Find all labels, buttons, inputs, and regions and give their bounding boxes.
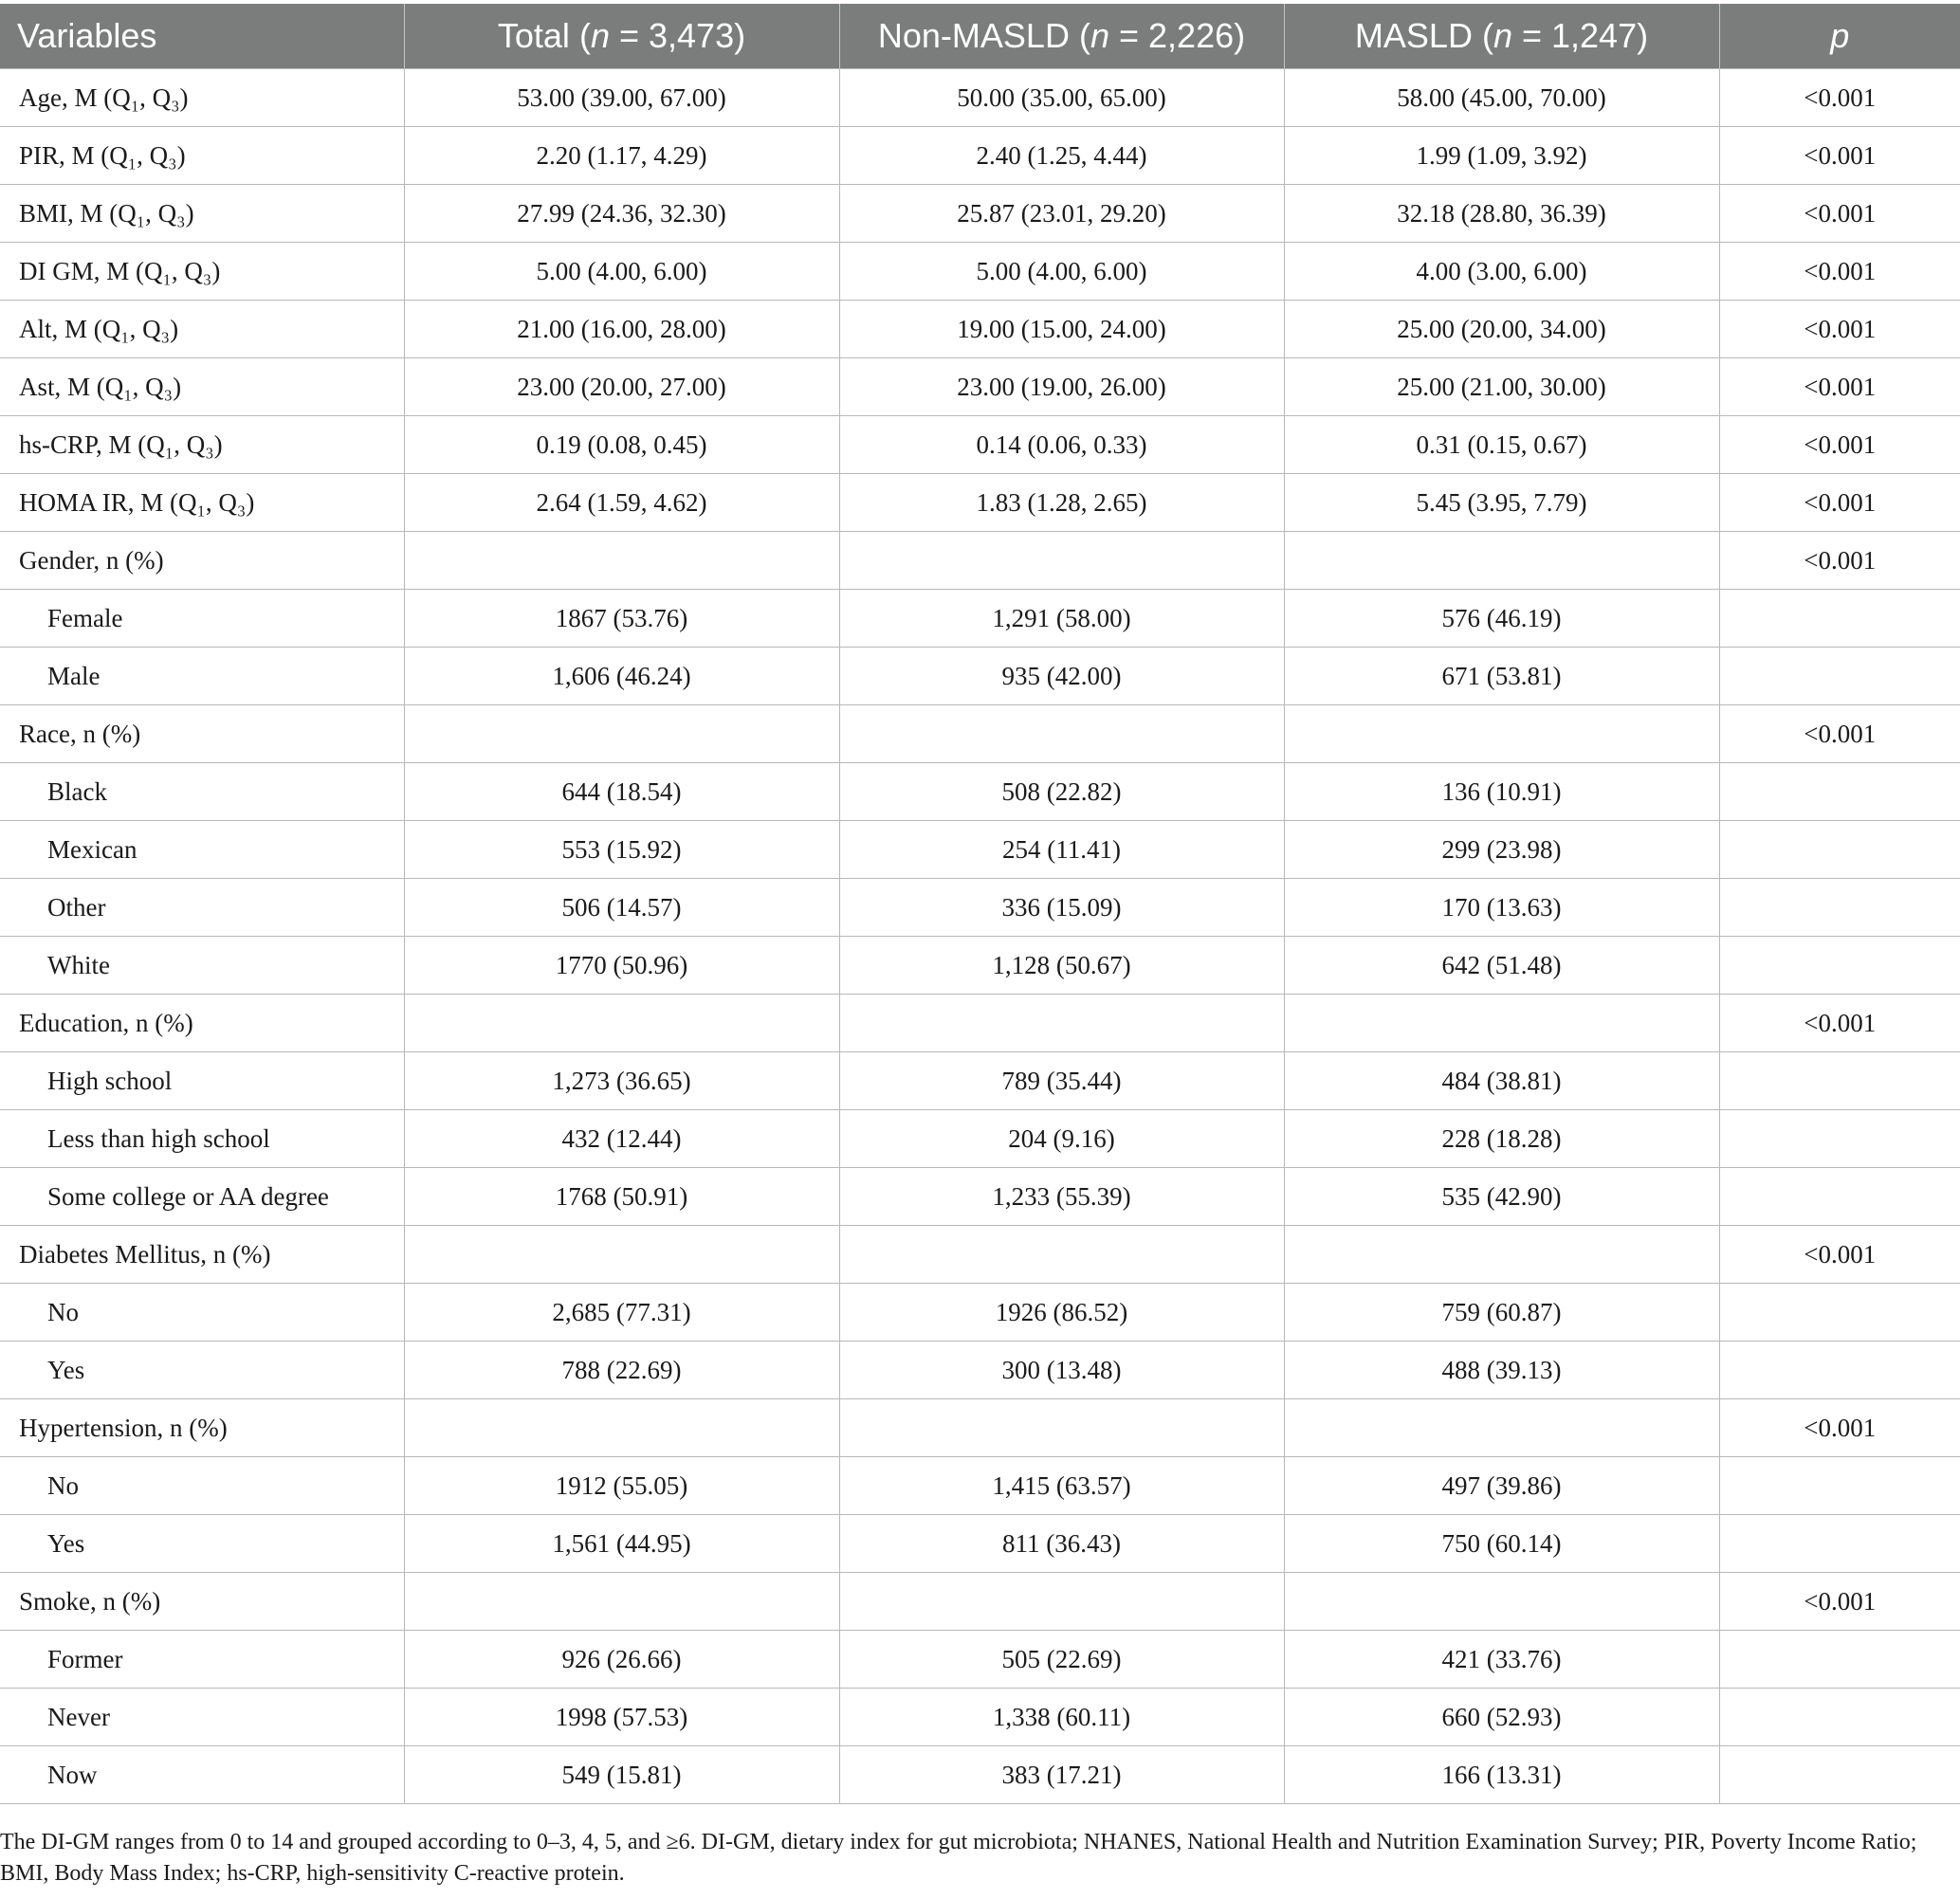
cell-non-masld: 935 (42.00)	[839, 648, 1284, 705]
cell-p: <0.001	[1719, 243, 1960, 301]
cell-non-masld: 789 (35.44)	[839, 1052, 1284, 1110]
cell-p: <0.001	[1719, 69, 1960, 127]
row-label: White	[0, 937, 404, 995]
cell-masld: 488 (39.13)	[1284, 1342, 1719, 1399]
cell-masld: 228 (18.28)	[1284, 1110, 1719, 1168]
cell-total: 27.99 (24.36, 32.30)	[404, 185, 839, 243]
row-label: Diabetes Mellitus, n (%)	[0, 1226, 404, 1284]
row-label: No	[0, 1457, 404, 1515]
cell-non-masld: 25.87 (23.01, 29.20)	[839, 185, 1284, 243]
cell-masld: 170 (13.63)	[1284, 879, 1719, 937]
table-row	[0, 1110, 1960, 1168]
cell-non-masld: 2.40 (1.25, 4.44)	[839, 127, 1284, 185]
cell-total: 2.20 (1.17, 4.29)	[404, 127, 839, 185]
table-row	[0, 243, 1960, 301]
cell-masld: 166 (13.31)	[1284, 1746, 1719, 1804]
row-label: BMI, M (Q₁, Q₃)	[0, 185, 404, 243]
cell-p: <0.001	[1719, 705, 1960, 763]
row-label: Alt, M (Q₁, Q₃)	[0, 301, 404, 358]
cell-non-masld: 505 (22.69)	[839, 1631, 1284, 1689]
cell-non-masld: 1,338 (60.11)	[839, 1689, 1284, 1746]
table-row	[0, 416, 1960, 474]
table-row	[0, 1168, 1960, 1226]
cell-non-masld: 811 (36.43)	[839, 1515, 1284, 1573]
table-row	[0, 705, 1960, 763]
row-label: Race, n (%)	[0, 705, 404, 763]
cell-non-masld: 19.00 (15.00, 24.00)	[839, 301, 1284, 358]
cell-masld: 136 (10.91)	[1284, 763, 1719, 821]
cell-non-masld: 1926 (86.52)	[839, 1284, 1284, 1342]
row-label: Hypertension, n (%)	[0, 1399, 404, 1457]
cell-p: <0.001	[1719, 185, 1960, 243]
cell-masld: 1.99 (1.09, 3.92)	[1284, 127, 1719, 185]
header-non-masld-label: Non-MASLD	[877, 16, 1070, 55]
cell-p: <0.001	[1719, 1573, 1960, 1631]
cell-p	[1719, 1284, 1960, 1342]
row-label: Black	[0, 763, 404, 821]
cell-p	[1719, 1168, 1960, 1226]
table-row	[0, 590, 1960, 648]
table-row	[0, 937, 1960, 995]
cell-p	[1719, 1689, 1960, 1746]
table-row	[0, 763, 1960, 821]
cell-total: 926 (26.66)	[404, 1631, 839, 1689]
cell-masld	[1284, 1226, 1719, 1284]
cell-total: 2,685 (77.31)	[404, 1284, 839, 1342]
header-p	[1719, 4, 1960, 69]
cell-p	[1719, 937, 1960, 995]
cell-masld: 484 (38.81)	[1284, 1052, 1719, 1110]
table-container	[0, 4, 1960, 1804]
row-label: Smoke, n (%)	[0, 1573, 404, 1631]
cell-masld: 497 (39.86)	[1284, 1457, 1719, 1515]
row-label: Ast, M (Q₁, Q₃)	[0, 358, 404, 416]
data-table	[0, 4, 1960, 1804]
cell-p	[1719, 590, 1960, 648]
cell-non-masld: 1,128 (50.67)	[839, 937, 1284, 995]
cell-p: <0.001	[1719, 358, 1960, 416]
table-row	[0, 1457, 1960, 1515]
cell-total: 1768 (50.91)	[404, 1168, 839, 1226]
table-row	[0, 1226, 1960, 1284]
cell-total	[404, 705, 839, 763]
row-label: High school	[0, 1052, 404, 1110]
cell-non-masld	[839, 1226, 1284, 1284]
header-total-n: (n = 3,473)	[578, 16, 746, 55]
row-label: Former	[0, 1631, 404, 1689]
cell-masld: 750 (60.14)	[1284, 1515, 1719, 1573]
cell-p: <0.001	[1719, 995, 1960, 1052]
header-total	[404, 4, 839, 69]
cell-total: 644 (18.54)	[404, 763, 839, 821]
row-label: Less than high school	[0, 1110, 404, 1168]
cell-total: 21.00 (16.00, 28.00)	[404, 301, 839, 358]
table-body	[0, 69, 1960, 1804]
cell-total: 0.19 (0.08, 0.45)	[404, 416, 839, 474]
row-label: hs-CRP, M (Q₁, Q₃)	[0, 416, 404, 474]
header-masld-label: MASLD	[1354, 16, 1473, 55]
table-row	[0, 1631, 1960, 1689]
cell-p	[1719, 879, 1960, 937]
table-row	[0, 69, 1960, 127]
cell-masld: 58.00 (45.00, 70.00)	[1284, 69, 1719, 127]
cell-non-masld: 5.00 (4.00, 6.00)	[839, 243, 1284, 301]
cell-total: 1998 (57.53)	[404, 1689, 839, 1746]
cell-total: 549 (15.81)	[404, 1746, 839, 1804]
cell-non-masld	[839, 1399, 1284, 1457]
table-row	[0, 358, 1960, 416]
cell-total: 553 (15.92)	[404, 821, 839, 879]
table-row	[0, 879, 1960, 937]
cell-masld	[1284, 705, 1719, 763]
cell-total	[404, 532, 839, 590]
cell-masld: 25.00 (21.00, 30.00)	[1284, 358, 1719, 416]
header-masld	[1284, 4, 1719, 69]
table-row	[0, 532, 1960, 590]
cell-total: 1,561 (44.95)	[404, 1515, 839, 1573]
cell-p	[1719, 1110, 1960, 1168]
cell-non-masld: 300 (13.48)	[839, 1342, 1284, 1399]
row-label: Gender, n (%)	[0, 532, 404, 590]
cell-non-masld: 336 (15.09)	[839, 879, 1284, 937]
cell-non-masld: 1,233 (55.39)	[839, 1168, 1284, 1226]
cell-total: 432 (12.44)	[404, 1110, 839, 1168]
cell-p	[1719, 1515, 1960, 1573]
table-row	[0, 1284, 1960, 1342]
cell-non-masld: 23.00 (19.00, 26.00)	[839, 358, 1284, 416]
table-footnote: The DI-GM ranges from 0 to 14 and grouped according to 0–3, 4, 5, and ≥6. DI-GM, dietary index for gut microbiota; NHANES, National Health and Nutrition Examination Survey; PIR, Poverty Income Ratio; BMI, Body Mass Index; hs-CRP, high-sensitivity C-reactive protein.	[0, 1830, 1917, 1886]
cell-total: 53.00 (39.00, 67.00)	[404, 69, 839, 127]
cell-masld: 5.45 (3.95, 7.79)	[1284, 474, 1719, 532]
cell-masld	[1284, 1399, 1719, 1457]
header-p-label: p	[1830, 16, 1850, 55]
table-row	[0, 1052, 1960, 1110]
cell-non-masld: 204 (9.16)	[839, 1110, 1284, 1168]
cell-p: <0.001	[1719, 416, 1960, 474]
table-row	[0, 1573, 1960, 1631]
cell-total: 1,273 (36.65)	[404, 1052, 839, 1110]
table-row	[0, 995, 1960, 1052]
cell-total: 788 (22.69)	[404, 1342, 839, 1399]
table-row	[0, 185, 1960, 243]
cell-non-masld: 50.00 (35.00, 65.00)	[839, 69, 1284, 127]
cell-non-masld: 254 (11.41)	[839, 821, 1284, 879]
table-row	[0, 301, 1960, 358]
header-total-label: Total	[497, 16, 570, 55]
row-label: DI GM, M (Q₁, Q₃)	[0, 243, 404, 301]
cell-non-masld: 1,415 (63.57)	[839, 1457, 1284, 1515]
cell-total	[404, 1573, 839, 1631]
table-row	[0, 1746, 1960, 1804]
cell-masld: 671 (53.81)	[1284, 648, 1719, 705]
row-label: Now	[0, 1746, 404, 1804]
header-variables: Variables	[0, 4, 404, 69]
table-row	[0, 821, 1960, 879]
cell-p	[1719, 1342, 1960, 1399]
cell-p: <0.001	[1719, 474, 1960, 532]
row-label: No	[0, 1284, 404, 1342]
cell-masld	[1284, 532, 1719, 590]
cell-p	[1719, 763, 1960, 821]
cell-non-masld: 0.14 (0.06, 0.33)	[839, 416, 1284, 474]
table-row	[0, 1399, 1960, 1457]
cell-total: 2.64 (1.59, 4.62)	[404, 474, 839, 532]
header-masld-n: (n = 1,247)	[1481, 16, 1649, 55]
cell-non-masld: 508 (22.82)	[839, 763, 1284, 821]
cell-p	[1719, 1631, 1960, 1689]
row-label: Mexican	[0, 821, 404, 879]
table-row	[0, 1342, 1960, 1399]
cell-total: 23.00 (20.00, 27.00)	[404, 358, 839, 416]
table-row	[0, 1689, 1960, 1746]
cell-total: 1912 (55.05)	[404, 1457, 839, 1515]
cell-masld: 299 (23.98)	[1284, 821, 1719, 879]
cell-total: 1,606 (46.24)	[404, 648, 839, 705]
cell-masld	[1284, 1573, 1719, 1631]
cell-total	[404, 1399, 839, 1457]
cell-masld: 4.00 (3.00, 6.00)	[1284, 243, 1719, 301]
cell-p: <0.001	[1719, 532, 1960, 590]
table-row	[0, 127, 1960, 185]
row-label: Never	[0, 1689, 404, 1746]
cell-total	[404, 1226, 839, 1284]
row-label: Age, M (Q₁, Q₃)	[0, 69, 404, 127]
row-label: Some college or AA degree	[0, 1168, 404, 1226]
cell-p: <0.001	[1719, 1399, 1960, 1457]
cell-non-masld	[839, 705, 1284, 763]
header-non-masld-n: (n = 2,226)	[1078, 16, 1246, 55]
cell-p	[1719, 1746, 1960, 1804]
cell-p: <0.001	[1719, 1226, 1960, 1284]
cell-total: 1867 (53.76)	[404, 590, 839, 648]
row-label: HOMA IR, M (Q₁, Q₃)	[0, 474, 404, 532]
cell-total: 506 (14.57)	[404, 879, 839, 937]
cell-non-masld: 383 (17.21)	[839, 1746, 1284, 1804]
cell-non-masld	[839, 1573, 1284, 1631]
cell-p	[1719, 1052, 1960, 1110]
cell-masld: 759 (60.87)	[1284, 1284, 1719, 1342]
cell-masld: 642 (51.48)	[1284, 937, 1719, 995]
row-label: Male	[0, 648, 404, 705]
row-label: Yes	[0, 1342, 404, 1399]
cell-masld	[1284, 995, 1719, 1052]
cell-masld: 25.00 (20.00, 34.00)	[1284, 301, 1719, 358]
row-label: Education, n (%)	[0, 995, 404, 1052]
cell-non-masld: 1,291 (58.00)	[839, 590, 1284, 648]
cell-total: 5.00 (4.00, 6.00)	[404, 243, 839, 301]
cell-non-masld	[839, 995, 1284, 1052]
header-non-masld	[839, 4, 1284, 69]
header-row	[0, 4, 1960, 69]
table-row	[0, 1515, 1960, 1573]
cell-total	[404, 995, 839, 1052]
cell-p	[1719, 648, 1960, 705]
row-label: Yes	[0, 1515, 404, 1573]
cell-p: <0.001	[1719, 127, 1960, 185]
cell-masld: 421 (33.76)	[1284, 1631, 1719, 1689]
cell-p: <0.001	[1719, 301, 1960, 358]
cell-non-masld: 1.83 (1.28, 2.65)	[839, 474, 1284, 532]
table-row	[0, 648, 1960, 705]
cell-masld: 0.31 (0.15, 0.67)	[1284, 416, 1719, 474]
table-row	[0, 474, 1960, 532]
row-label: PIR, M (Q₁, Q₃)	[0, 127, 404, 185]
cell-masld: 576 (46.19)	[1284, 590, 1719, 648]
cell-masld: 32.18 (28.80, 36.39)	[1284, 185, 1719, 243]
cell-masld: 535 (42.90)	[1284, 1168, 1719, 1226]
row-label: Female	[0, 590, 404, 648]
row-label: Other	[0, 879, 404, 937]
cell-masld: 660 (52.93)	[1284, 1689, 1719, 1746]
cell-p	[1719, 1457, 1960, 1515]
cell-total: 1770 (50.96)	[404, 937, 839, 995]
cell-non-masld	[839, 532, 1284, 590]
cell-p	[1719, 821, 1960, 879]
